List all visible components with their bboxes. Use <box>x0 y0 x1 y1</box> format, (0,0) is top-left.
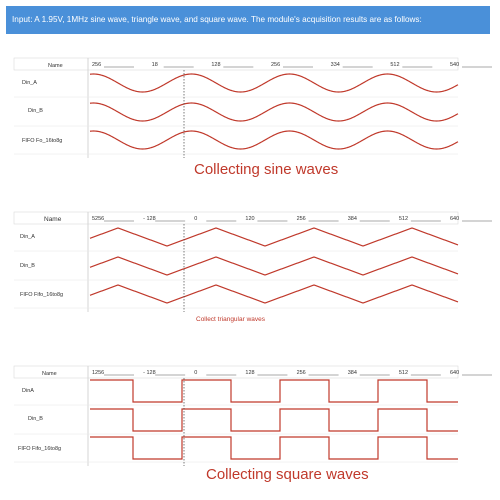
timeline-tick-label: 128 <box>211 62 221 68</box>
timeline-tick-label: 640 <box>450 370 460 376</box>
timeline-tick-label: 256 <box>92 62 102 68</box>
timeline-tick-label: 384 <box>347 216 357 222</box>
timeline-tick-label: 512 <box>398 216 409 222</box>
timeline-tick-label: 540 <box>450 62 460 68</box>
signal-label-din-b: Din_B <box>20 263 35 269</box>
name-column-header: Name <box>44 216 62 223</box>
square-waveform-view <box>14 366 458 466</box>
timeline-tick-label: 512 <box>390 62 400 68</box>
timeline-tick-label: - 128 <box>143 216 156 222</box>
waveform-trace <box>90 437 458 459</box>
timeline-tick-label: - 128 <box>143 370 156 376</box>
waveform-trace <box>90 380 458 402</box>
waveform-trace <box>90 257 458 275</box>
sine-waveform-panel <box>14 58 458 158</box>
timeline-tick-label: 256 <box>296 370 306 376</box>
timeline-tick-label: 334 <box>330 62 340 68</box>
timeline-tick-label: 120 <box>245 216 255 222</box>
sine-waveform-view <box>14 58 458 158</box>
waveform-trace <box>90 103 458 121</box>
signal-label-fifo: FIFO Fifo_16to8g <box>18 446 62 452</box>
timeline-tick-label: 5256 <box>92 216 105 222</box>
triangle-waveform-panel <box>14 212 458 312</box>
timeline-tick-label: 128 <box>245 370 255 376</box>
signal-label-din-a: DinA <box>22 388 34 394</box>
signal-label-din-a: Din_A <box>22 80 37 86</box>
square-traces <box>14 380 458 462</box>
sine-traces <box>14 74 458 154</box>
waveform-trace <box>90 285 458 303</box>
waveform-trace <box>90 131 458 149</box>
timeline-tick-label: 1256 <box>92 370 105 376</box>
signal-label-fifo: FIFO Fifo_16to8g <box>20 292 64 298</box>
timeline-tick-label: 256 <box>271 62 281 68</box>
name-column-header: Name <box>48 63 63 69</box>
timeline-tick-label: 18 <box>151 62 158 68</box>
instruction-banner: Input: A 1.95V, 1MHz sine wave, triangle wave, and square wave. The module's acquisition results are as follows: <box>6 6 490 34</box>
square-caption: Collecting square waves <box>206 466 369 483</box>
waveform-trace <box>90 228 458 246</box>
timeline-tick-label: 640 <box>450 216 460 222</box>
timeline-tick-label: 0 <box>194 370 198 376</box>
signal-label-fifo: FIFO Fo_16to8g <box>22 138 63 144</box>
waveform-trace <box>90 74 458 92</box>
waveform-trace <box>90 409 458 431</box>
timeline-tick-label: 512 <box>398 370 409 376</box>
timeline-tick-label: 0 <box>194 216 198 222</box>
signal-label-din-b: Din_B <box>28 108 43 114</box>
timeline-tick-label: 256 <box>296 216 306 222</box>
name-column-header: Name <box>42 371 57 377</box>
triangle-caption: Collect triangular waves <box>196 316 266 323</box>
timeline-tick-label: 384 <box>347 370 357 376</box>
signal-label-din-a: Din_A <box>20 234 35 240</box>
triangle-waveform-view <box>14 212 458 312</box>
square-waveform-panel <box>14 366 458 466</box>
triangle-traces <box>14 228 458 308</box>
sine-caption: Collecting sine waves <box>194 161 339 178</box>
signal-label-din-b: Din_B <box>28 416 43 422</box>
